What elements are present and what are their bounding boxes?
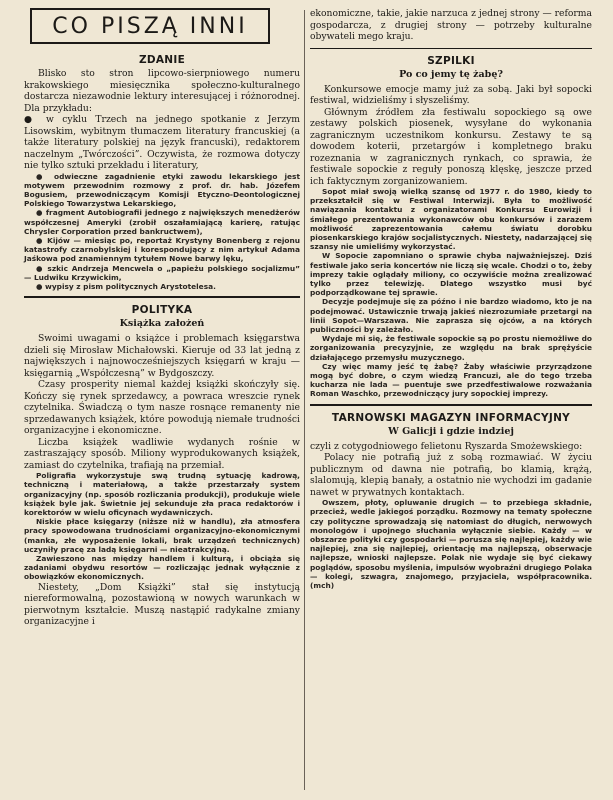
polityka-quote-3: Zawieszono nas między handlem i kulturą, i obciąża się zadaniami obydwu resortów — rozliczając jednak wyłącznie z obowiązków ekonomicznych. xyxy=(24,553,300,582)
szpilki-paragraph-2: Głównym źródłem zła festiwalu sopockiego są owe zestawy polskich piosenek, wysyłane do wykonania zagranicznym uczestnikom konkursu. Zestawy te są dowodem koterii, przetargów i kompletnego braku rozeznania w zagranicznych rynkach, co sprawia, że festiwale sopockie z reguły ponoszą klęskę, jeszcze przed ich faktycznym zorganizowaniem. xyxy=(310,106,592,187)
zdanie-heading: ZDANIE xyxy=(138,54,186,66)
szpilki-heading: SZPILKI xyxy=(427,54,475,67)
polityka-quote-1: Poligrafia wykorzystuje swą trudną sytuację kadrową, techniczną i materiałową, a także przestarzały system organizacyjny (np. sposób rozliczania produkcji), produkuje wiele książek byle jak. Świetnie jej sekunduje zła praca redaktorów i korektorów w wielu oficynach wydawniczych. xyxy=(24,471,300,517)
szpilki-quote-5: Czy więc mamy jeść tę żabę? Żaby właściwie przyrządzone mogą być dobre, o czym wiedzą Francuzi, ale do tego trzeba kucharza nie lada — puentuje swe przedfestiwalowe rozważania Roman Waschko, przewodniczący jury sopockiej imprezy. xyxy=(310,361,592,399)
szpilki-quote-4: Wydaje mi się, że festiwale sopockie są po prostu niemożliwe do zorganizowania precyzyjnie, ze względu na brak sprężyście działającego przemysłu muzycznego. xyxy=(310,334,592,362)
szpilki-paragraph-1: Konkursowe emocje mamy już za sobą. Jaki był sopocki festiwal, widzieliśmy i słyszeliśmy. xyxy=(310,83,592,106)
section-masthead: CO PISZĄ INNI xyxy=(30,8,270,44)
section-divider xyxy=(310,48,592,49)
column-divider xyxy=(304,10,305,790)
section-divider xyxy=(24,296,300,298)
szpilki-quote-3: Decyzje podejmuje się za późno i nie bardzo wiadomo, kto je na podejmować. Ustawicznie trwają jakieś niezrozumiałe przetargi na linii Sopot—Warszawa. Nie zaprasza się ojców, a na których publiczności by zależało. xyxy=(310,297,592,335)
polityka-paragraph-4: Niestety, „Dom Książki” stał się instytucją niereformowalną, pozostawioną w nowych warunkach w pierwotnym kształcie. Muszą nastąpić radykalne zmiany organizacyjne i xyxy=(24,581,300,628)
tarnowski-paragraph-1: Polacy nie potrafią już z sobą rozmawiać. W życiu publicznym od dawna nie potrafią, bo klamią, krążą, slalomują, klepią banały, a ostatnio nie wychodzi im gadanie nawet w prywatnych kontaktach. xyxy=(310,452,592,498)
tarnowski-quote-1: Owszem, płoty, opluwanie drugich — to przebiega składnie, przecież, wedle jakiegoś porządku. Rozmowy na tematy społeczne czy polityczne sprowadzają się natomiast do długich, nerwowych monologów i upojnego słuchania wyłącznie siebie. Każdy — w obszarze polityki czy gospodarki — porusza się najlepiej, każdy wie najlepiej, zna się najlepiej, orientację ma najlepszą, obserwacje najlepsze, wnioski najlepsze. Polak nie wydaje się być ciekawy poglądów, sposobu myślenia, impulsów wyobraźni drugiego Polaka — kolegi, szwagra, znajomego, przyjaciela, współpracownika. (mch) xyxy=(310,498,592,590)
right-column xyxy=(310,8,592,590)
zdanie-bullet-2: ● fragment Autobiografii jednego z największych menedżerów współczesnej Ameryki (zrobił oszałamiającą karierę, ratując Chrysler Corporation przed bankructwem), xyxy=(24,208,300,236)
zdanie-bullet-3: ● Kijów — miesiąc po, reportaż Krystyny Bonenberg z rejonu katastrofy czarnobylskiej i korespondujący z nim artykuł Adama Jaśkowa pod znamiennym tytułem Nowe barwy lęku, xyxy=(24,235,300,264)
continued-text: ekonomiczne, takie, jakie narzuca z jednej strony — reforma gospodarcza, z drugiej strony — potrzeby kulturalne obywateli mego kraju. xyxy=(310,8,592,42)
section-divider xyxy=(310,404,592,406)
tarnowski-heading: TARNOWSKI MAGAZYN INFORMACYJNY xyxy=(331,411,571,424)
szpilki-quote-1: Sopot miał swoją wielką szansę od 1977 r. do 1980, kiedy to przekształcił się w Festiwal Interwizji. Była to możliwość nawiązania kontaktu z organizatorami Konkursu Eurowizji i śmiałego prezentowania wykonawców obu konkursów i zarazem możliwość zaprezentowania całemu światu dorobku piosenkarskiego krajów socjalistycznych. Niestety, nadarzającej się szansy nie umieliśmy wykorzystać. xyxy=(310,187,592,252)
left-column xyxy=(24,8,300,628)
polityka-paragraph-2: Czasy prosperity niemal każdej książki skończyły się. Kończy się rynek sprzedawcy, a powraca wreszcie rynek czytelnika. Świadczą o tym nasze rosnące remanenty nie sprzedawanych książek, które powodują niemałe trudności organizacyjne i ekonomiczne. xyxy=(24,379,300,437)
zdanie-paragraph-1: ● w cyklu Trzech na jednego spotkanie z Jerzym Lisowskim, wybitnym tłumaczem literatury francuskiej (a także literatury polskiej na język francuski), redaktorem naczelnym „Twórczości”. Oczywista, że rozmowa dotyczy nie tylko sztuki przekładu i literatury, xyxy=(24,114,300,171)
szpilki-title: Po co jemy tę żabę? xyxy=(399,68,503,80)
zdanie-bullet-1: ● odwieczne zagadnienie etyki zawodu lekarskiego jest motywem przewodnim rozmowy z prof. dr. hab. Józefem Bogusiem, przewodniczącym Komisji Etyczno-Deontologicznej Polskiego Towarzystwa Lekarskiego, xyxy=(24,171,300,209)
zdanie-intro: Blisko sto stron lipcowo-sierpniowego numeru krakowskiego miesięcznika społeczno-kulturalnego dostarcza niezawodnie lektury interesującej i różnorodnej. Dla przykładu: xyxy=(24,68,300,114)
polityka-paragraph-1: Swoimi uwagami o książce i problemach księgarstwa dzieli się Mirosław Michałowski. Kieruje od 33 lat jedną z największych i najnowocześniejszych księgarń w kraju — księgarnią „Współczesną” w Bydgoszczy. xyxy=(24,333,300,379)
zdanie-bullet-5: ● wypisy z pism politycznych Arystotelesa. xyxy=(36,281,216,291)
polityka-heading: POLITYKA xyxy=(131,304,193,317)
polityka-paragraph-3: Liczba książek wadliwie wydanych rośnie w zastraszający sposób. Miliony wyprodukowanych książek, zamiast do czytelnika, trafiają na przemiał. xyxy=(24,436,300,471)
polityka-title: Książka założeń xyxy=(119,318,205,330)
tarnowski-title: W Galicji i gdzie indziej xyxy=(388,425,514,437)
zdanie-bullet-4: ● szkic Andrzeja Mencwela o „papieżu polskiego socjalizmu” — Ludwiku Krzywickim, xyxy=(24,263,300,282)
polityka-quote-2: Niskie płace księgarzy (niższe niż w handlu), zła atmosfera pracy spowodowana trudnościami organizacyjno-ekonomicznymi (manka, złe wyposażenie lokali, brak urządzeń technicznych) uczyniły pracę za ladą księgarni — nieatrakcyjną. xyxy=(24,517,300,554)
tarnowski-lead: czyli z cotygodniowego felietonu Ryszarda Smożewskiego: xyxy=(310,440,583,452)
szpilki-quote-2: W Sopocie zapomniano o sprawie chyba najważniejszej. Dziś festiwale jako seria koncertów nie liczą się wcale. Chodzi o to, żeby imprezy takie oglądały miliony, co oczywiście można zrealizować tylko przez telewizję. Dlatego wszystko musi być podporządkowane tej sprawie. xyxy=(310,251,592,298)
